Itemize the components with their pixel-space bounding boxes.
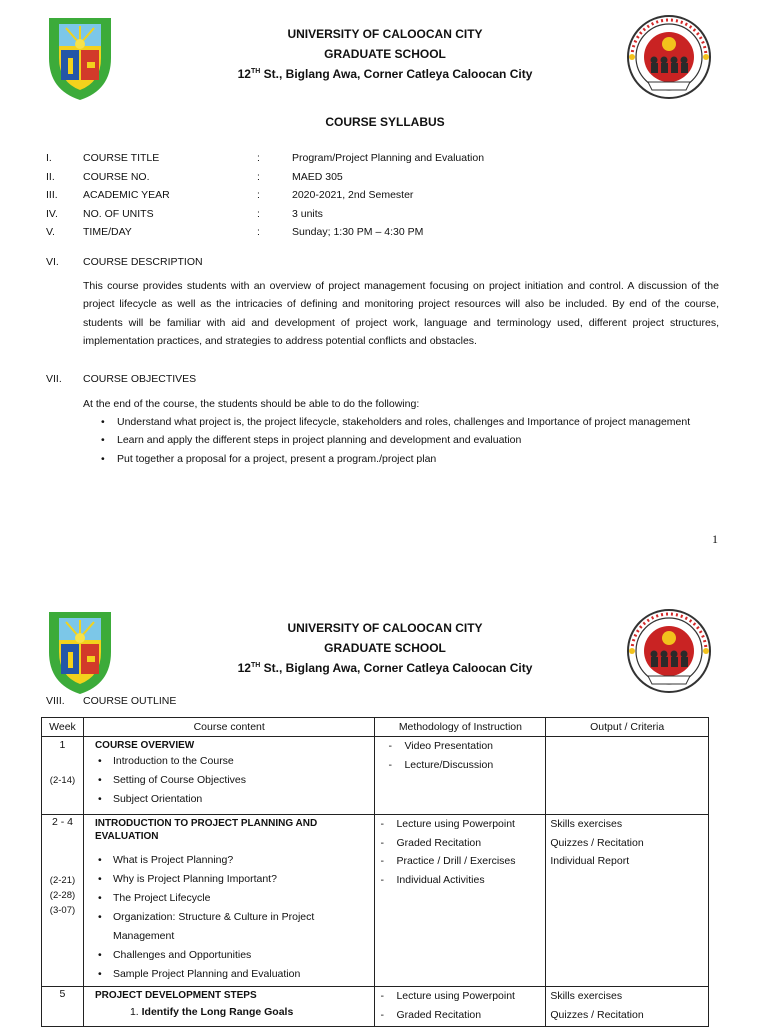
description-heading: COURSE DESCRIPTION — [83, 256, 203, 268]
university-name: UNIVERSITY OF CALOOCAN CITY — [287, 621, 483, 635]
method-item: - Lecture using Powerpoint — [375, 815, 545, 834]
content-item: • Challenges and Opportunities — [84, 946, 375, 965]
content-cell: PROJECT DEVELOPMENT STEPS 1. Identify the Long Range Goals — [83, 987, 375, 1027]
objectives-intro: At the end of the course, the students should be able to do the following: — [83, 398, 420, 410]
method-item: - Graded Recitation — [375, 834, 545, 853]
description-text: This course provides students with an overview of project management focusing on project initiation and control. A discussion of the project lifecycle as well as the intricacies of defining and monitoring project resources will also be included. By end of the course, students will be familiar with aid and development of project work, language and terminology used, different project structures, implementation practices, and strategies to address potential conflicts and obstacles. — [83, 280, 719, 348]
content-cell: INTRODUCTION TO PROJECT PLANNING AND EVALUATION • What is Project Planning? • Why is Project Planning Important? • The Project Lifecycle • Organization: Structure & Culture in Project Management • Challenges and Opportunities • Sample Project Planning and Evaluation — [83, 815, 375, 987]
method-item: - Individual Activities — [375, 871, 545, 890]
method-cell — [375, 987, 546, 1027]
content-item: • Introduction to the Course — [84, 752, 375, 771]
output-cell — [546, 737, 709, 815]
school-name: GRADUATE SCHOOL — [324, 641, 446, 655]
step-item: 1. Identify the Long Range Goals — [129, 1006, 294, 1018]
week-cell: 2 - 4 (2-21) (2-28) (3-07) — [42, 815, 84, 987]
table-row — [42, 815, 709, 987]
table-header-row — [42, 718, 709, 737]
method-item: - Video Presentation — [383, 737, 545, 756]
content-item: • Sample Project Planning and Evaluation — [84, 965, 375, 984]
column-header: Week — [42, 718, 84, 737]
table-row — [42, 987, 709, 1027]
course-outline-table — [41, 717, 709, 1027]
school-address: 12TH St., Biglang Awa, Corner Catleya Caloocan City — [237, 67, 533, 81]
outline-heading: COURSE OUTLINE — [83, 695, 177, 707]
output-item: Quizzes / Recitation — [550, 836, 644, 849]
content-item: • Setting of Course Objectives — [84, 771, 375, 790]
objective-item: • Understand what project is, the project lifecycle, stakeholders and roles, challenges and Importance of project management — [83, 413, 723, 431]
content-item: • What is Project Planning? — [84, 851, 375, 870]
school-name: GRADUATE SCHOOL — [324, 47, 446, 61]
objectives-list — [83, 413, 723, 468]
week-cell: 1 (2-14) — [42, 737, 84, 815]
objective-item: • Put together a proposal for a project, present a program./project plan — [83, 450, 723, 468]
output-item: Quizzes / Recitation — [550, 1008, 644, 1021]
objectives-num: VII. — [46, 373, 62, 385]
method-item: - Practice / Drill / Exercises — [375, 852, 545, 871]
objective-item: • Learn and apply the different steps in project planning and development and evaluation — [83, 431, 723, 449]
column-header: Course content — [83, 718, 375, 737]
output-item: Skills exercises — [550, 990, 623, 1002]
output-cell — [546, 815, 709, 987]
method-cell — [375, 737, 546, 815]
column-header: Methodology of Instruction — [375, 718, 546, 737]
output-item: Individual Report — [550, 855, 630, 867]
table-row — [42, 737, 709, 815]
objectives-heading: COURSE OBJECTIVES — [83, 373, 197, 385]
content-item: • Why is Project Planning Important? — [84, 870, 375, 889]
week-cell: 5 — [42, 987, 84, 1027]
graduate-school-seal — [624, 14, 714, 100]
school-address: 12TH St., Biglang Awa, Corner Catleya Caloocan City — [237, 661, 533, 675]
method-item: - Lecture/Discussion — [383, 756, 545, 775]
column-header: Output / Criteria — [546, 718, 709, 737]
output-cell — [546, 987, 709, 1027]
method-cell — [375, 815, 546, 987]
university-logo — [46, 608, 114, 696]
page-number: 1 — [712, 532, 718, 546]
page-title: COURSE SYLLABUS — [325, 115, 445, 129]
method-item: - Graded Recitation — [375, 1006, 545, 1025]
content-item: • The Project Lifecycle — [84, 889, 375, 908]
content-cell: COURSE OVERVIEW • Introduction to the Course • Setting of Course Objectives • Subject Orientation — [83, 737, 375, 815]
output-item: Skills exercises — [550, 818, 623, 830]
outline-num: VIII. — [46, 695, 65, 707]
method-item: - Lecture using Powerpoint — [375, 987, 545, 1006]
content-item: • Subject Orientation — [84, 790, 375, 809]
graduate-school-seal — [624, 608, 714, 694]
description-num: VI. — [46, 256, 59, 268]
content-item: • Organization: Structure & Culture in Project Management — [84, 908, 375, 946]
university-logo — [46, 14, 114, 102]
university-name: UNIVERSITY OF CALOOCAN CITY — [287, 27, 483, 41]
